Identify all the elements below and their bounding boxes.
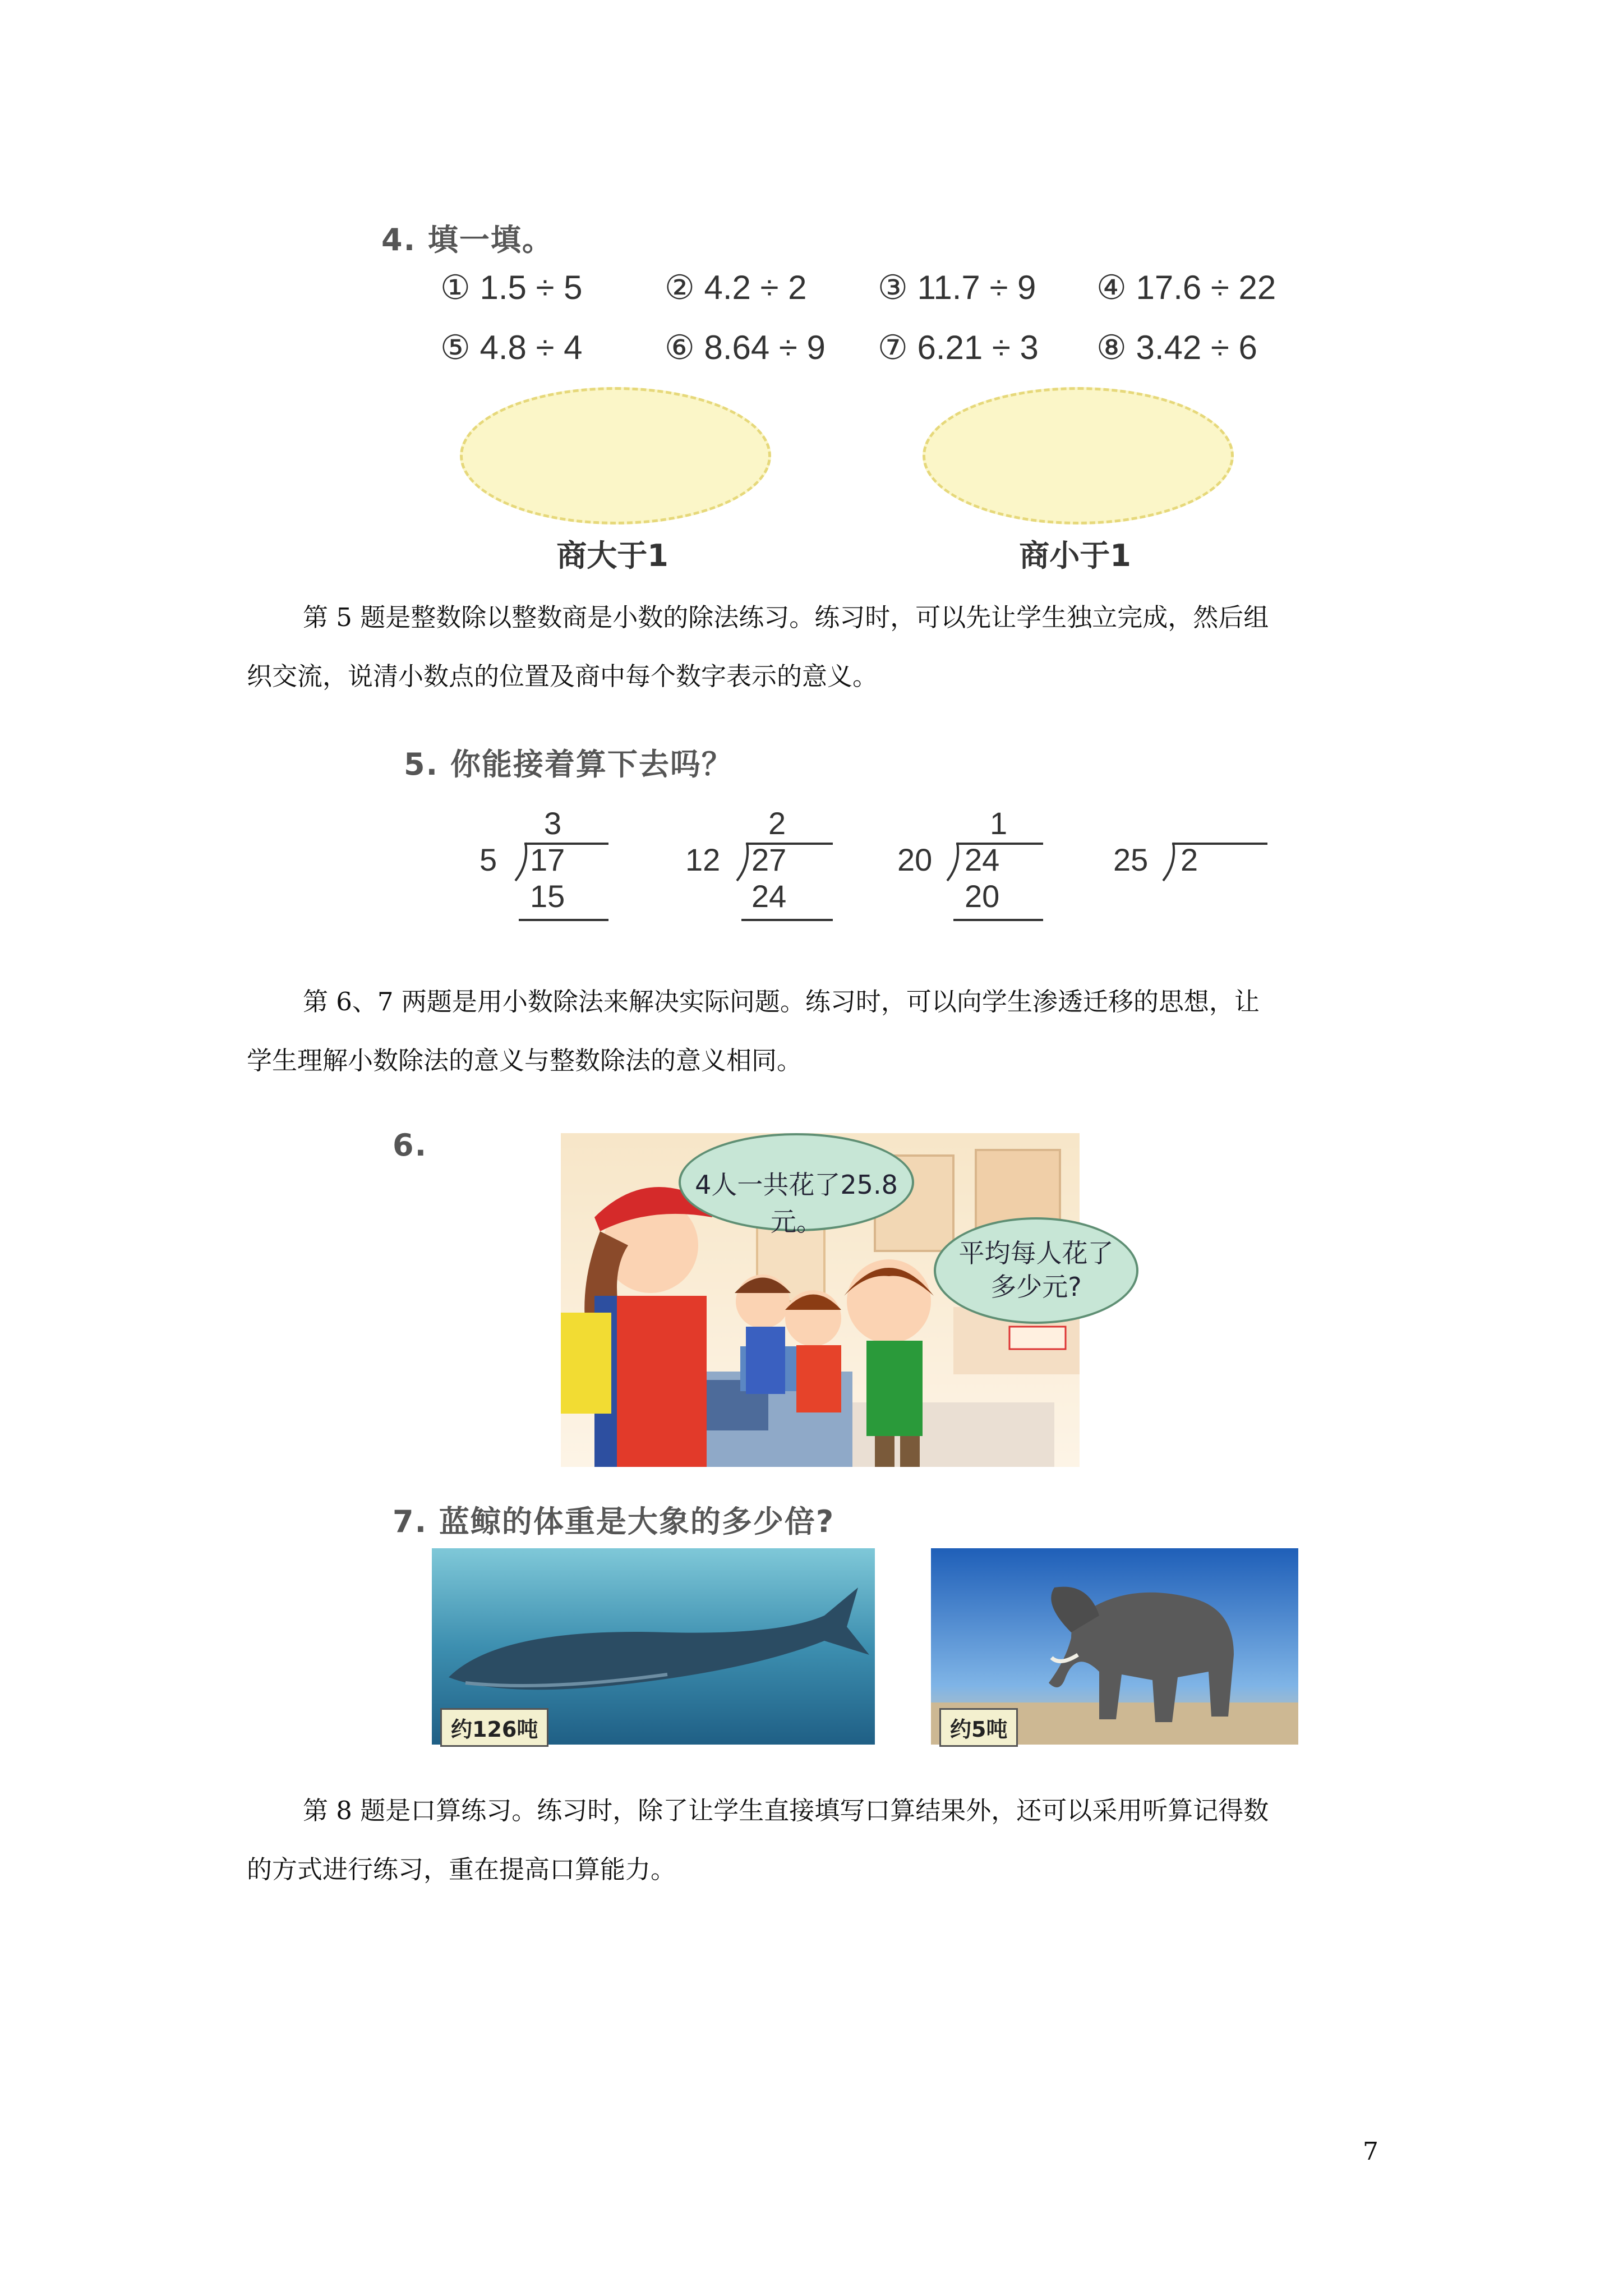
- division-bracket: [513, 841, 530, 882]
- paragraph-1-line-1: 第 5 题是整数除以整数商是小数的除法练习。练习时，可以先让学生独立完成，然后组: [303, 602, 1269, 632]
- q4-expr-8: ⑧ 3.42 ÷ 6: [1096, 329, 1257, 366]
- ellipse-label-greater: 商大于1: [556, 538, 668, 573]
- partial-product: 15: [530, 878, 565, 914]
- divisor: 5: [479, 842, 497, 877]
- q4-expr-4: ④ 17.6 ÷ 22: [1096, 269, 1276, 306]
- speech-text-question-line-1: 平均每人花了: [958, 1238, 1114, 1268]
- paragraph-3-line-1: 第 8 题是口算练习。练习时，除了让学生直接填写口算结果外，还可以采用听算记得数: [303, 1796, 1269, 1825]
- q4-expr-7: ⑦ 6.21 ÷ 3: [878, 329, 1039, 366]
- dividend: 17: [530, 842, 565, 877]
- paragraph-2-line-2: 学生理解小数除法的意义与整数除法的意义相同。: [247, 1046, 803, 1075]
- divisor: 12: [685, 842, 721, 877]
- q6-heading: 6.: [393, 1128, 428, 1163]
- dividend: 24: [965, 842, 1000, 877]
- dividend: 2: [1181, 842, 1198, 877]
- dividend: 27: [751, 842, 787, 877]
- quotient: 3: [544, 806, 562, 841]
- quotient-greater-than-one-ellipse[interactable]: [460, 387, 771, 524]
- ellipse-label-less: 商小于1: [1019, 538, 1131, 573]
- subtraction-line: [519, 919, 608, 921]
- division-bracket: [1161, 841, 1178, 882]
- paragraph-2-line-1: 第 6、7 两题是用小数除法来解决实际问题。练习时，可以向学生渗透迁移的思想，让: [303, 987, 1260, 1016]
- divisor: 25: [1113, 842, 1149, 877]
- q7-heading: 7. 蓝鲸的体重是大象的多少倍?: [393, 1504, 835, 1539]
- division-bracket: [735, 841, 751, 882]
- q4-expr-1: ① 1.5 ÷ 5: [440, 269, 583, 306]
- partial-product: 24: [751, 878, 787, 914]
- elephant-weight-label: 约5吨: [939, 1708, 1018, 1747]
- subtraction-line: [741, 919, 833, 921]
- division-bracket: [945, 841, 962, 882]
- q4-heading: 4. 填一填。: [381, 222, 554, 257]
- quotient-less-than-one-ellipse[interactable]: [923, 387, 1234, 524]
- quotient: 2: [768, 806, 786, 841]
- subtraction-line: [953, 919, 1043, 921]
- q4-expr-6: ⑥ 8.64 ÷ 9: [665, 329, 826, 366]
- page-number: 7: [1363, 2137, 1378, 2166]
- whale-weight-label: 约126吨: [440, 1708, 548, 1747]
- speech-text-question-line-2: 多少元?: [990, 1272, 1082, 1302]
- quotient: 1: [990, 806, 1008, 841]
- speech-bubble-question: [934, 1217, 1138, 1324]
- divisor: 20: [897, 842, 933, 877]
- q4-expr-5: ⑤ 4.8 ÷ 4: [440, 329, 583, 366]
- q5-heading: 5. 你能接着算下去吗？: [404, 747, 733, 782]
- speech-bubble-total: [679, 1133, 914, 1237]
- q4-expr-2: ② 4.2 ÷ 2: [665, 269, 807, 306]
- speech-text-total: 4人一共花了25.8元。: [695, 1170, 898, 1237]
- paragraph-1-line-2: 织交流，说清小数点的位置及商中每个数字表示的意义。: [247, 661, 878, 691]
- q4-expr-3: ③ 11.7 ÷ 9: [878, 269, 1036, 306]
- partial-product: 20: [965, 878, 1000, 914]
- paragraph-3-line-2: 的方式进行练习，重在提高口算能力。: [247, 1855, 676, 1884]
